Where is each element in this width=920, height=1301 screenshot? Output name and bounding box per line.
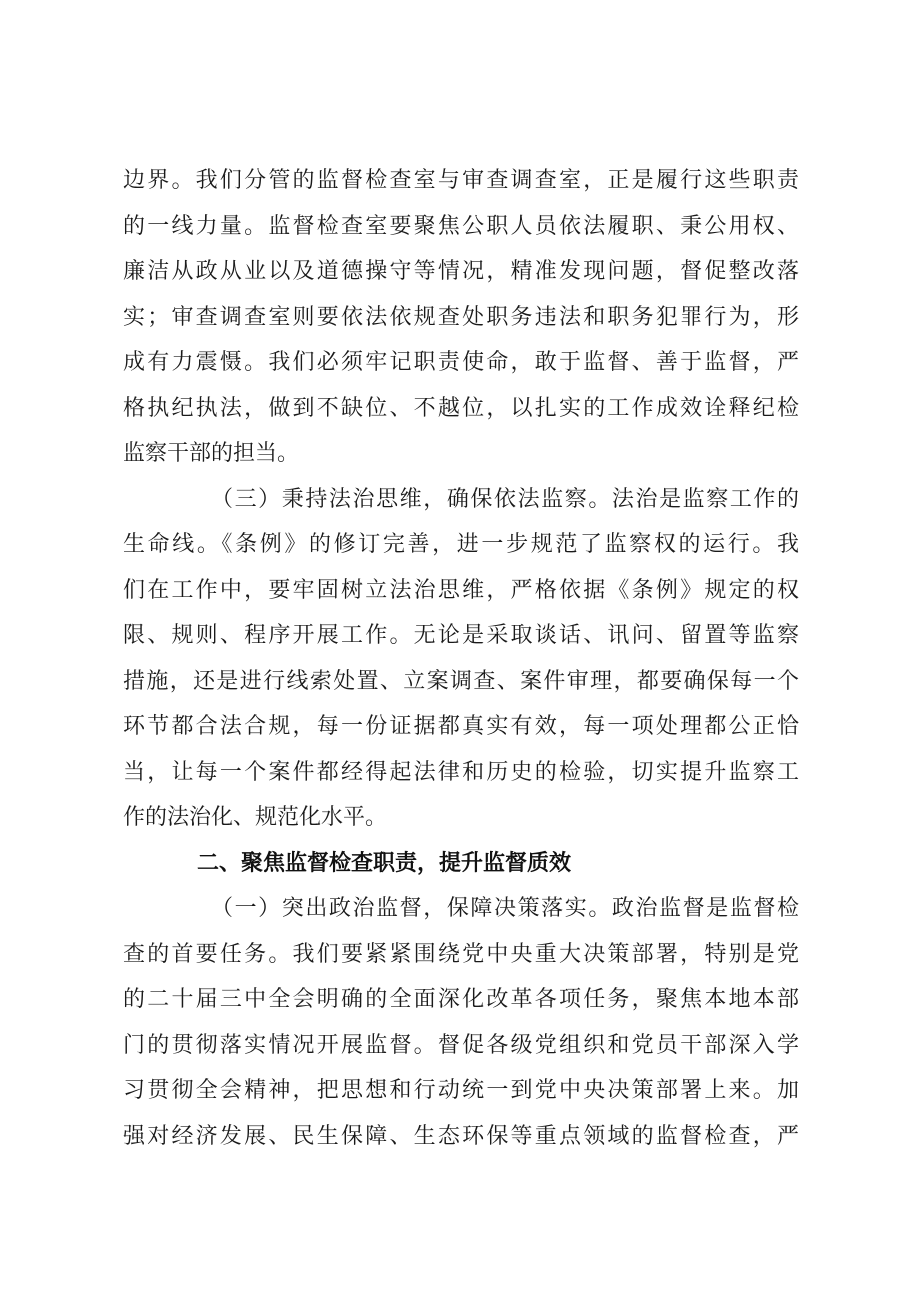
text-line: 的二十届三中全会明确的全面深化改革各项任务，聚焦本地本部 xyxy=(123,987,799,1012)
text-line: 成有力震慑。我们必须牢记职责使命，敢于监督、善于监督，严 xyxy=(123,350,799,375)
text-line: 边界。我们分管的监督检查室与审查调查室，正是履行这些职责 xyxy=(123,168,799,193)
text-line: 限、规则、程序开展工作。无论是采取谈话、讯问、留置等监察 xyxy=(123,623,799,648)
text-line: 生命线。《条例》的修订完善，进一步规范了监察权的运行。我 xyxy=(123,532,799,557)
paragraph-1 xyxy=(123,158,799,477)
text-line: 们在工作中，要牢固树立法治思维，严格依据《条例》规定的权 xyxy=(123,577,799,603)
section-heading: 二、聚焦监督检查职责，提升监督质效 xyxy=(197,850,572,876)
text-line: 习贯彻全会精神，把思想和行动统一到党中央决策部署上来。加 xyxy=(123,1078,799,1103)
text-line: 当，让每一个案件都经得起法律和历史的检验，切实提升监察工 xyxy=(123,759,799,785)
text-line: 的一线力量。监督检查室要聚焦公职人员依法履职、秉公用权、 xyxy=(123,213,799,239)
text-line: 强对经济发展、民生保障、生态环保等重点领域的监督检查，严 xyxy=(123,1123,799,1149)
text-line: 环节都合法合规，每一份证据都真实有效，每一项处理都公正恰 xyxy=(123,714,799,739)
text-line: 监察干部的担当。 xyxy=(123,441,300,466)
text-line: 作的法治化、规范化水平。 xyxy=(123,805,388,830)
text-line: 实；审查调查室则要依法依规查处职务违法和职务犯罪行为，形 xyxy=(123,304,799,330)
text-line: 措施，还是进行线索处置、立案调查、案件审理，都要确保每一个 xyxy=(123,668,799,694)
text-line: 格执纪执法，做到不缺位、不越位，以扎实的工作成效诠释纪检 xyxy=(123,395,799,421)
text-line: （一）突出政治监督，保障决策落实。政治监督是监督检 xyxy=(211,896,799,921)
text-line: 门的贯彻落实情况开展监督。督促各级党组织和党员干部深入学 xyxy=(123,1032,799,1058)
text-line: （三）秉持法治思维，确保依法监察。法治是监察工作的 xyxy=(211,486,799,512)
document-body xyxy=(123,158,799,1159)
text-line: 查的首要任务。我们要紧紧围绕党中央重大决策部署，特别是党 xyxy=(123,941,799,967)
paragraph-2 xyxy=(123,477,799,841)
paragraph-3 xyxy=(123,886,799,1159)
text-line: 廉洁从政从业以及道德操守等情况，精准发现问题，督促整改落 xyxy=(123,259,799,284)
